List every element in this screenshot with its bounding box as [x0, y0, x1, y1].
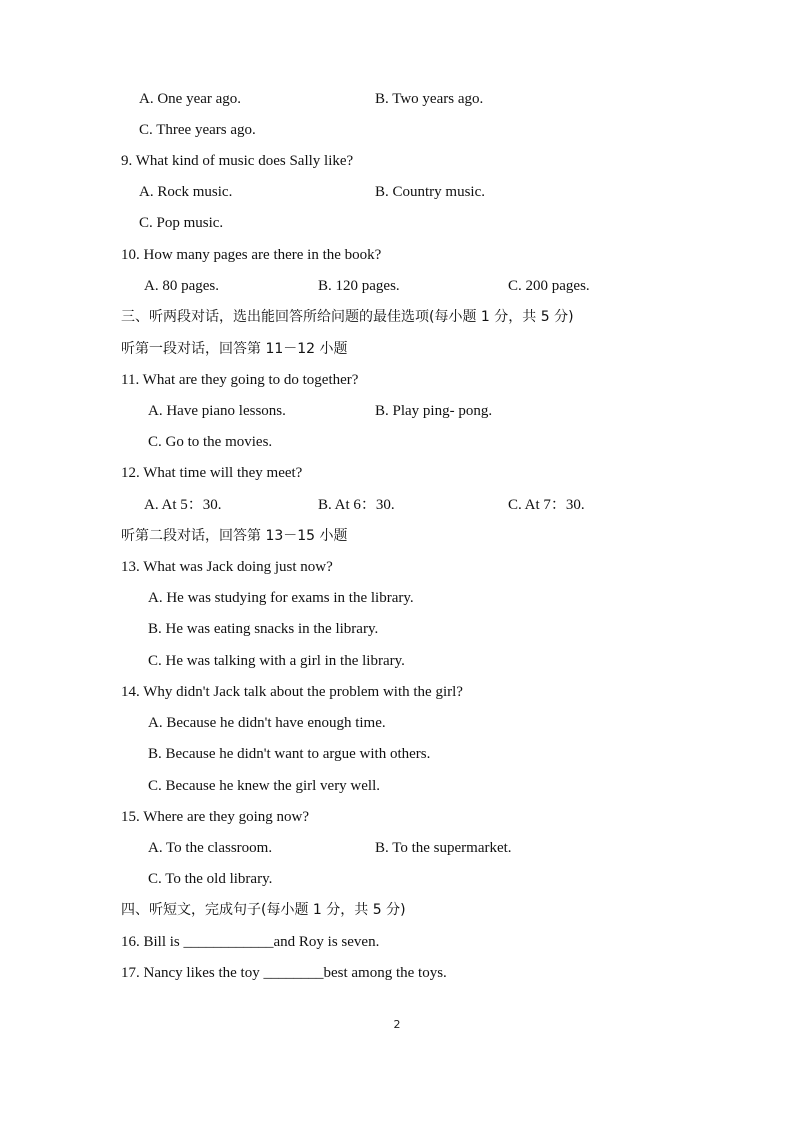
q10-option-a: A. 80 pages.: [144, 278, 219, 294]
q14-option-b: B. Because he didn't want to argue with others.: [148, 746, 431, 762]
q10-option-c: C. 200 pages.: [508, 278, 590, 294]
q11-question: 11. What are they going to do together?: [121, 372, 359, 388]
section-3-heading: 三、听两段对话，选出能回答所给问题的最佳选项(每小题 1 分，共 5 分): [121, 309, 574, 325]
q13-option-b: B. He was eating snacks in the library.: [148, 621, 379, 637]
q10-question: 10. How many pages are there in the book?: [121, 247, 382, 263]
q13-question: 13. What was Jack doing just now?: [121, 559, 333, 575]
q17-sentence: 17. Nancy likes the toy ________best among the toys.: [121, 965, 447, 981]
q13-option-c: C. He was talking with a girl in the library.: [148, 653, 405, 669]
q12-question: 12. What time will they meet?: [121, 465, 303, 481]
q14-question: 14. Why didn't Jack talk about the problem with the girl?: [121, 684, 463, 700]
q15-question: 15. Where are they going now?: [121, 809, 309, 825]
q12-option-b: B. At 6：30.: [318, 497, 395, 513]
q11-option-c: C. Go to the movies.: [148, 434, 273, 450]
q13-option-a: A. He was studying for exams in the library.: [148, 590, 414, 606]
q14-option-a: A. Because he didn't have enough time.: [148, 715, 386, 731]
q9-option-b: B. Country music.: [375, 184, 486, 200]
q15-option-c: C. To the old library.: [148, 871, 273, 887]
q15-option-b: B. To the supermarket.: [375, 840, 512, 856]
q9-option-c: C. Pop music.: [139, 215, 224, 231]
q11-option-b: B. Play ping- pong.: [375, 403, 493, 419]
q15-option-a: A. To the classroom.: [148, 840, 273, 856]
section-4-heading: 四、听短文，完成句子(每小题 1 分，共 5 分): [121, 902, 406, 918]
q8-option-a: A. One year ago.: [139, 91, 242, 107]
q12-option-a: A. At 5：30.: [144, 497, 222, 513]
q14-option-c: C. Because he knew the girl very well.: [148, 778, 381, 794]
q9-option-a: A. Rock music.: [139, 184, 233, 200]
q8-option-b: B. Two years ago.: [375, 91, 484, 107]
q16-sentence: 16. Bill is ____________and Roy is seven.: [121, 934, 380, 950]
dialog-1-instruction: 听第一段对话，回答第 11－12 小题: [121, 341, 348, 357]
dialog-2-instruction: 听第二段对话，回答第 13－15 小题: [121, 528, 348, 544]
q12-option-c: C. At 7：30.: [508, 497, 585, 513]
q11-option-a: A. Have piano lessons.: [148, 403, 286, 419]
q10-option-b: B. 120 pages.: [318, 278, 400, 294]
page-number: 2: [393, 1018, 401, 1031]
q9-question: 9. What kind of music does Sally like?: [121, 153, 354, 169]
q8-option-c: C. Three years ago.: [139, 122, 256, 138]
